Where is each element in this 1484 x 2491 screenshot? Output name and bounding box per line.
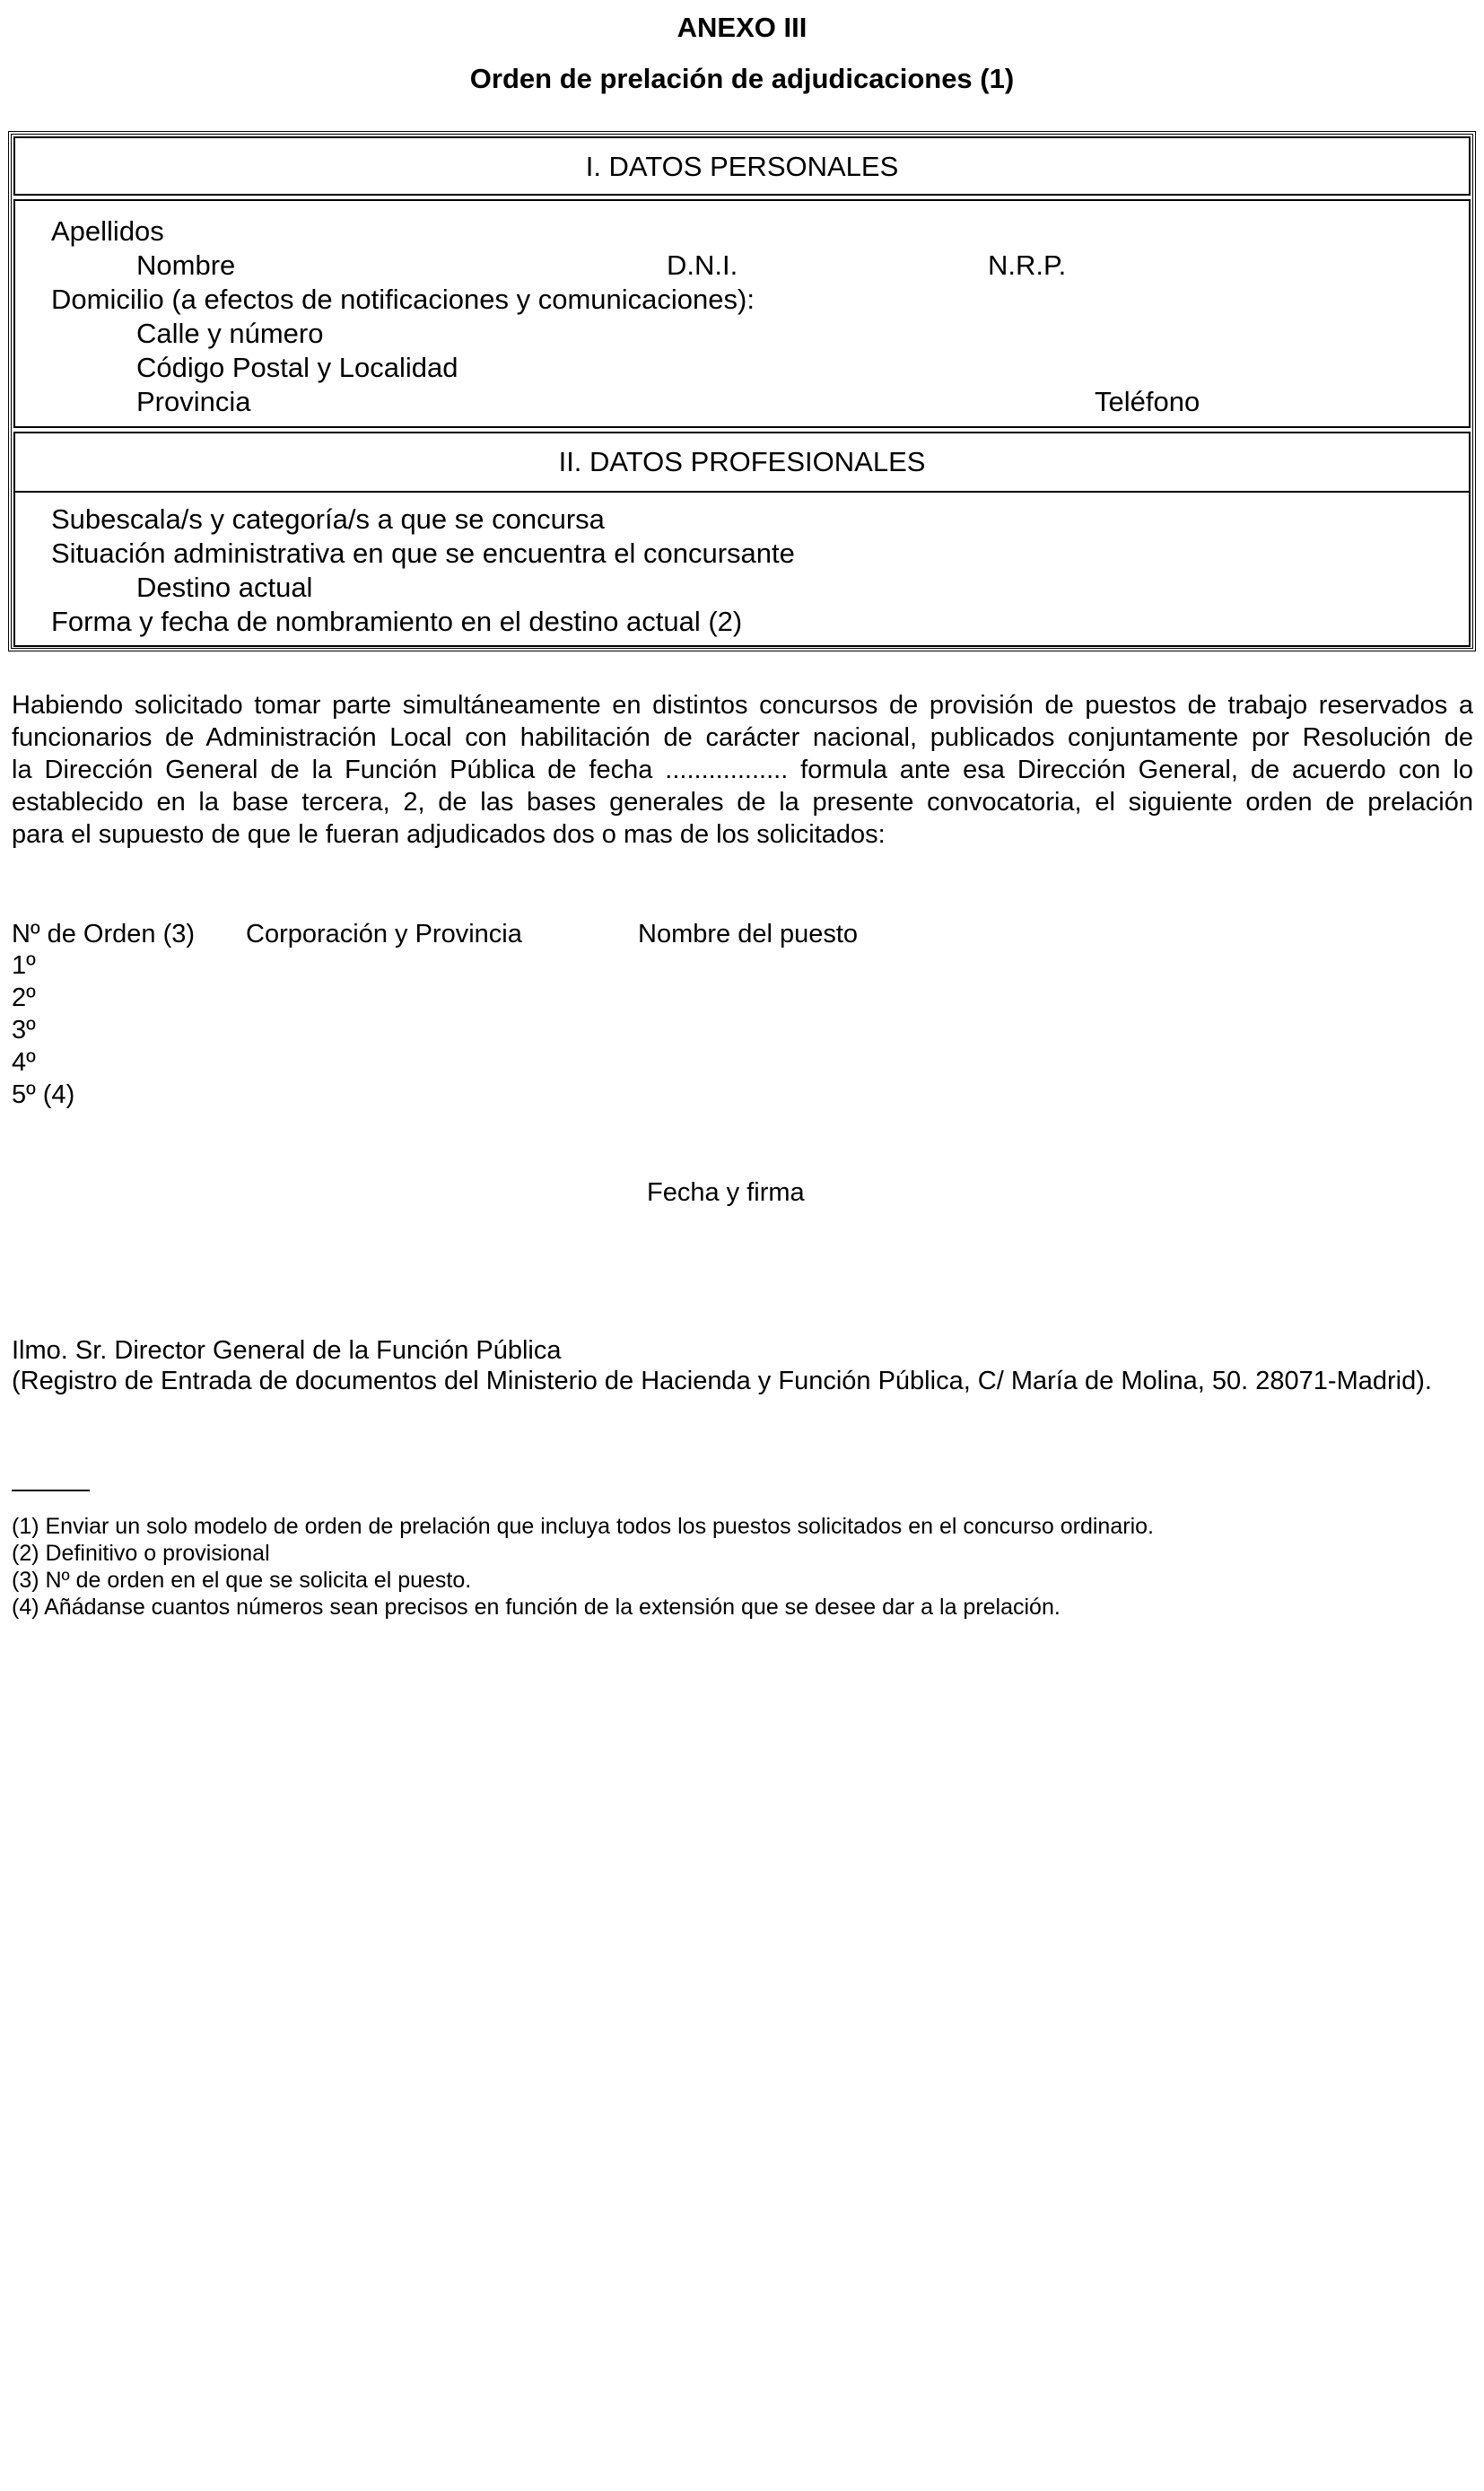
personal-section-title: I. DATOS PERSONALES: [585, 151, 899, 182]
paragraph-line: para el supuesto de que le fueran adjudicados dos o mas de los solicitados:: [12, 820, 886, 849]
footnote-rule: [12, 1490, 90, 1491]
domicilio-label: Domicilio (a efectos de notificaciones y comunicaciones):: [51, 284, 755, 315]
footnote-1: (1) Enviar un solo modelo de orden de prelación que incluya todos los puestos solicitados en el concurso ordinario.: [12, 1514, 1154, 1539]
order-row: 2º: [12, 983, 36, 1012]
nrp-label: N.R.P.: [988, 249, 1067, 281]
provincia-label: Provincia: [136, 386, 251, 417]
personal-section-header: [13, 136, 1471, 196]
calle-label: Calle y número: [136, 318, 324, 349]
situacion-label: Situación administrativa en que se encuentra el concursante: [51, 538, 795, 569]
order-row: 4º: [12, 1048, 36, 1077]
footnote-2: (2) Definitivo o provisional: [12, 1541, 270, 1566]
annex-heading: ANEXO III: [677, 12, 807, 43]
order-column-header: Nº de Orden (3): [12, 920, 196, 948]
paragraph-line: establecido en la base tercera, 2, de las bases generales de la presente convocatoria, el siguiente orden de prelación: [12, 788, 1473, 817]
apellidos-label: Apellidos: [51, 215, 164, 247]
addressee-registry: (Registro de Entrada de documentos del Ministerio de Hacienda y Función Pública, C/ María de Molina, 50. 28071-Madrid).: [12, 1367, 1432, 1395]
forma-fecha-label: Forma y fecha de nombramiento en el destino actual (2): [51, 606, 743, 637]
footnote-3: (3) Nº de orden en el que se solicita el puesto.: [12, 1568, 472, 1593]
corporation-column-header: Corporación y Provincia: [246, 920, 522, 948]
personal-data-box: [13, 199, 1471, 428]
addressee-line: Ilmo. Sr. Director General de la Función Pública: [12, 1336, 562, 1365]
order-row: 1º: [12, 951, 36, 980]
position-column-header: Nombre del puesto: [638, 920, 859, 948]
codigo-postal-label: Código Postal y Localidad: [136, 352, 458, 383]
professional-section-title: II. DATOS PROFESIONALES: [558, 446, 926, 477]
page-title: Orden de prelación de adjudicaciones (1): [469, 63, 1015, 94]
body-paragraph: [12, 689, 1473, 851]
footnote-4: (4) Añádanse cuantos números sean precisos en función de la extensión que se desee dar a la prelación.: [12, 1595, 1061, 1620]
subescala-label: Subescala/s y categoría/s a que se concursa: [51, 503, 605, 535]
dni-label: D.N.I.: [667, 249, 738, 281]
order-row: 3º: [12, 1016, 36, 1044]
signature-label: Fecha y firma: [647, 1178, 805, 1207]
section-divider: [15, 491, 1469, 493]
paragraph-line: funcionarios de Administración Local con habilitación de carácter nacional, publicados conjuntamente por Resolución de: [12, 723, 1473, 752]
nombre-label: Nombre: [136, 249, 236, 281]
destino-label: Destino actual: [136, 572, 313, 603]
paragraph-line: la Dirección General de la Función Pública de fecha ................. formula ante esa Dirección General, de acuerdo con lo: [12, 756, 1473, 784]
paragraph-line: Habiendo solicitado tomar parte simultáneamente en distintos concursos de provisión de puestos de trabajo reservados a: [12, 691, 1473, 720]
order-row: 5º (4): [12, 1080, 75, 1109]
professional-data-box: [13, 432, 1471, 647]
telefono-label: Teléfono: [1095, 386, 1200, 417]
